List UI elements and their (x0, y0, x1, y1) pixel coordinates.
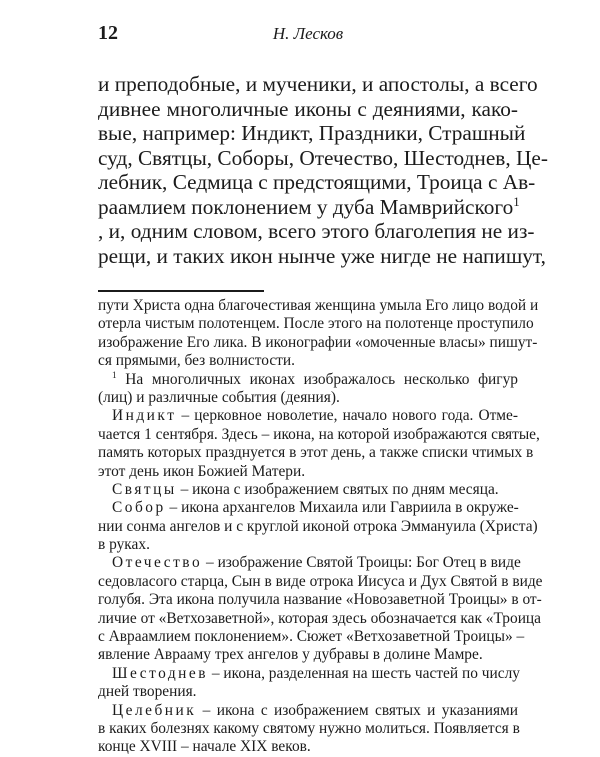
note-line (98, 702, 518, 720)
note-line: в каких болезнях какому святому нужно молиться. Появляется в (98, 719, 520, 737)
note-line: явление Аврааму трех ангелов у дубравы в долине Мамре. (98, 646, 483, 664)
footnote-ref: 1 (513, 194, 520, 209)
note-line (98, 665, 518, 683)
note-line (98, 554, 521, 572)
text-line: дивнее многоличные иконы с деяниями, како- (98, 96, 518, 121)
note-line (98, 481, 518, 499)
term-sobor: Собор (112, 499, 166, 517)
note-line: личие от «Ветхозаветной», которая здесь обозначается как «Троица (98, 609, 541, 627)
note-line: конце XVIII – начале XIX веков. (98, 738, 311, 756)
note-text: – икона архангелов Михаила или Гавриила в окруже- (165, 499, 519, 517)
note-line: изображение Его лика. В иконографии «омоченные власы» пишут- (98, 333, 538, 351)
term-svyattsy: Святцы (112, 480, 177, 498)
text-line: рещи, и таких икон нынче уже нигде не напишут, (98, 243, 546, 268)
note-line: (лиц) и различные события (деяния). (98, 388, 340, 406)
running-head: Н. Лесков (272, 24, 344, 43)
text-line: вые, например: Индикт, Праздники, Страшный (98, 121, 526, 145)
note-line: чается 1 сентября. Здесь – икона, на которой изображаются святые, (98, 425, 540, 443)
note-text: На многоличных иконах изображалось несколько фигур (116, 370, 518, 388)
note-text: – икона с изображением святых по дням месяца. (176, 480, 499, 498)
footnote-marker: 1 (112, 369, 117, 380)
note-line (98, 371, 518, 389)
term-otechestvo: Отечество (112, 554, 203, 572)
main-text (98, 72, 548, 268)
note-line: память которых празднуется в этот день, а также списки чтимых в (98, 444, 534, 462)
term-indikt: Индикт (112, 407, 177, 425)
note-line: с Авраамлием поклонением». Сюжет «Ветхозаветной Троицы» – (98, 628, 525, 646)
text-line: суд, Святцы, Соборы, Отечество, Шестоднев, Це- (98, 145, 548, 170)
note-line: дней творения. (98, 683, 197, 701)
page-number: 12 (98, 22, 118, 44)
text-line: , и, одним словом, всего этого благолепия не из- (98, 219, 535, 243)
note-line: нии сонма ангелов и с круглой иконой отрока Эммануила (Христа) (98, 517, 538, 535)
text-line (98, 195, 518, 220)
note-line: голубя. Эта икона получила название «Новозаветной Троицы» в от- (98, 591, 542, 609)
term-tselebnik: Целебник (112, 701, 197, 719)
text-line: лебник, Седмица с предстоящими, Троица с Ав- (98, 170, 536, 194)
note-line: пути Христа одна благочестивая женщина умыла Его лицо водой и (98, 297, 539, 314)
note-line: в руках. (98, 536, 150, 554)
note-line (98, 499, 518, 517)
note-line: ся прямыми, без волнистости. (98, 352, 295, 370)
text-fragment: раамлием поклонением у дуба Мамврийского (98, 194, 514, 219)
footnotes (98, 297, 543, 757)
footnote-rule (98, 290, 264, 292)
page-header (98, 22, 518, 46)
text-line: и преподобные, и мученики, и апостолы, а всего (98, 72, 538, 96)
note-text: – икона с изображением святых и указаниями (196, 701, 518, 719)
note-line: седовласого старца, Сын в виде отрока Иисуса и Дух Святой в виде (98, 572, 543, 590)
note-text: – изображение Святой Троицы: Бог Отец в виде (202, 554, 521, 572)
note-line (98, 407, 518, 425)
note-text: – церковное новолетие, начало нового года. Отме- (176, 407, 518, 425)
note-line: отерла чистым полотенцем. После этого на полотенце проступило (98, 315, 534, 333)
note-text: – икона, разделенная на шесть частей по числу (208, 664, 520, 682)
note-line: этот день икон Божией Матери. (98, 462, 306, 480)
term-shestodnev: Шестоднев (112, 664, 209, 682)
